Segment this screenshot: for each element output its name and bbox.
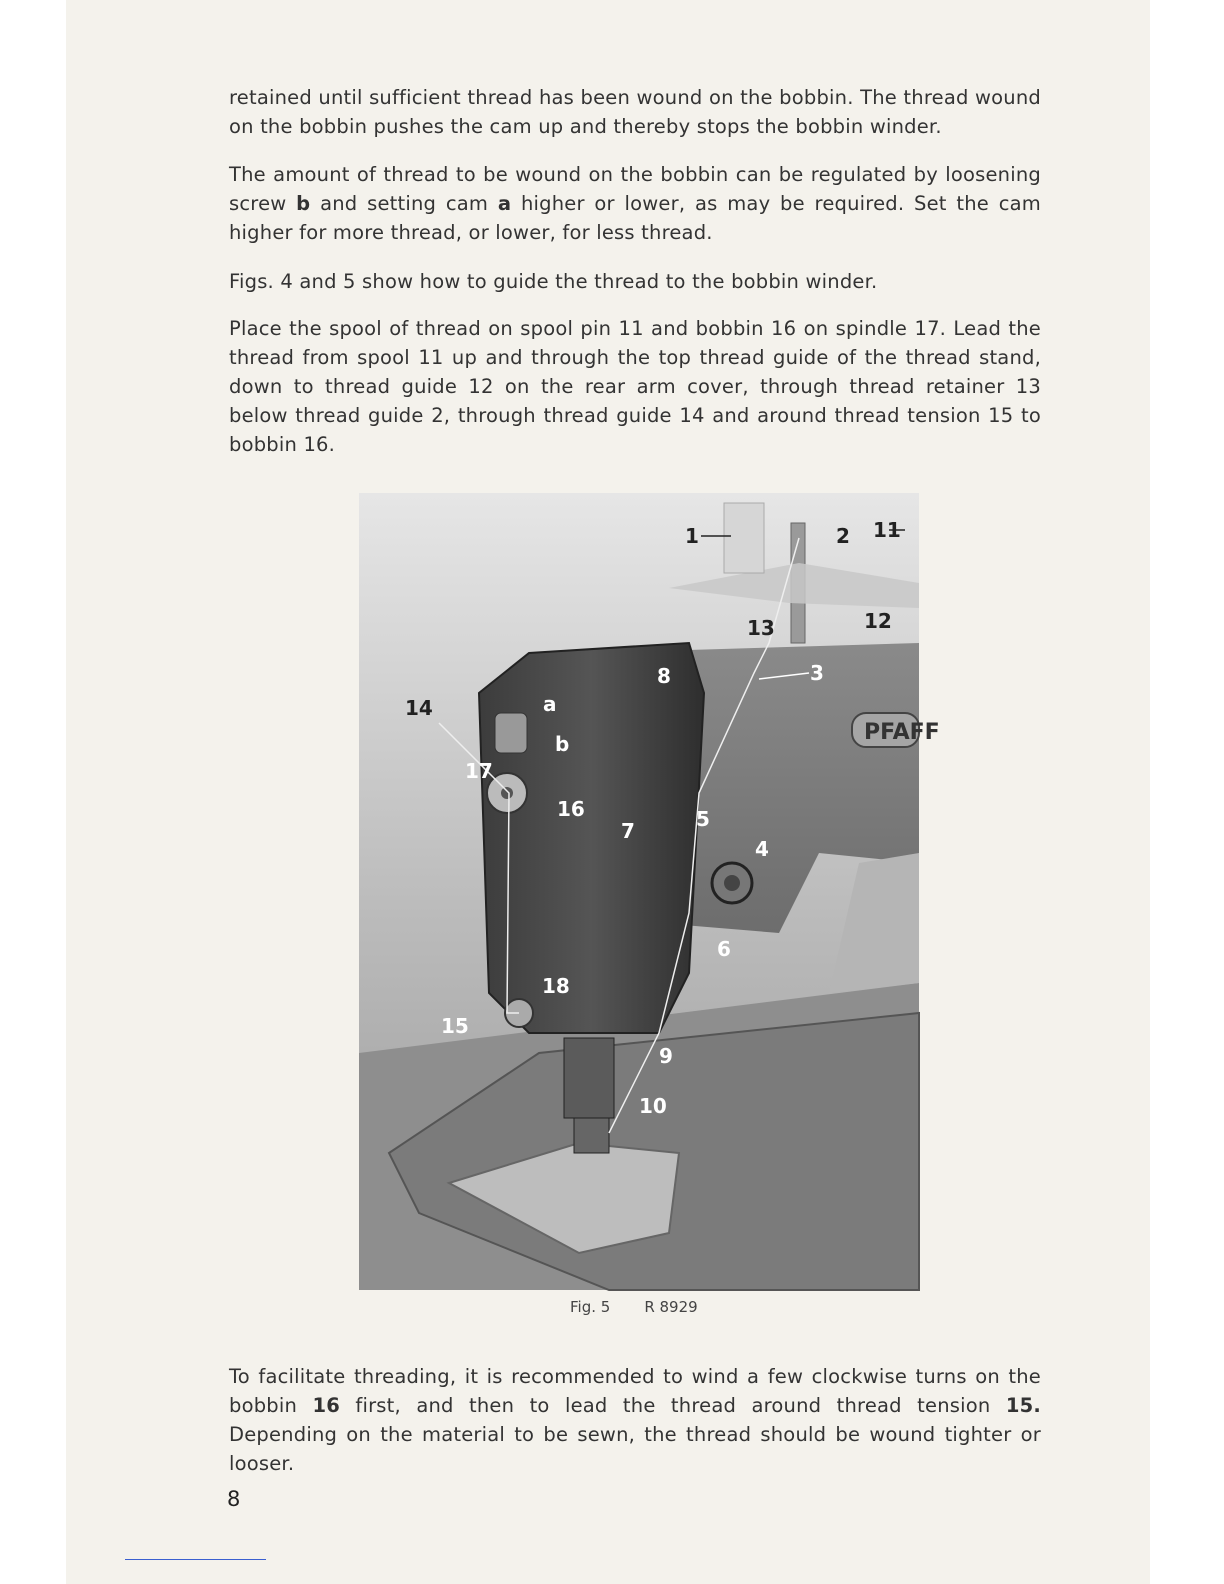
footer-rule — [125, 1559, 266, 1560]
label-18: 18 — [542, 974, 570, 998]
label-15: 15 — [441, 1014, 469, 1038]
sewing-machine-illustration — [359, 493, 940, 1290]
paragraph-1-text: retained until sufficient thread has been wound on the bobbin. The thread wound on the bobbin pushes the cam up and thereby stops the bobbin winder. — [229, 86, 1041, 138]
cam-a-ref: a — [497, 192, 512, 215]
label-1: 1 — [685, 524, 699, 548]
figure-5-photo — [359, 493, 940, 1290]
label-11: 11 — [873, 518, 901, 542]
figure-caption-label: Fig. 5 — [570, 1298, 611, 1316]
label-17: 17 — [465, 759, 493, 783]
bobbin-16-ref: 16 — [312, 1394, 340, 1417]
paragraph-3 — [229, 267, 1041, 296]
paragraph-2 — [229, 160, 1041, 247]
label-9: 9 — [659, 1044, 673, 1068]
label-10: 10 — [639, 1094, 667, 1118]
label-12: 12 — [864, 609, 892, 633]
label-14: 14 — [405, 696, 433, 720]
label-b: b — [555, 732, 570, 756]
brand-badge: PFAFF — [864, 720, 940, 745]
paragraph-3-text: Figs. 4 and 5 show how to guide the thread to the bobbin winder. — [229, 270, 878, 293]
paragraph-2-text: The amount of thread to be wound on the bobbin can be regulated by loosening screw b and setting cam a higher or lower, as may be required. Set the cam higher for more thread, or lower, for less thread. — [229, 163, 1041, 244]
label-4: 4 — [755, 837, 769, 861]
label-16: 16 — [557, 797, 585, 821]
label-2: 2 — [836, 524, 850, 548]
label-7: 7 — [621, 819, 635, 843]
label-13: 13 — [747, 616, 775, 640]
paragraph-5 — [229, 1362, 1041, 1478]
figure-code: R 8929 — [644, 1298, 698, 1316]
paragraph-4 — [229, 314, 1041, 459]
label-8: 8 — [657, 664, 671, 688]
page-number: 8 — [227, 1487, 241, 1511]
paragraph-1 — [229, 83, 1041, 141]
label-5: 5 — [696, 807, 710, 831]
label-3: 3 — [810, 661, 824, 685]
paragraph-5-text: To facilitate threading, it is recommended to wind a few clockwise turns on the bobbin 16 first, and then to lead the thread around thread tension 15. Depending on the material to be sewn, the thread should be wound tighter or looser. — [229, 1365, 1041, 1475]
label-a: a — [543, 692, 557, 716]
paragraph-4-text: Place the spool of thread on spool pin 11 and bobbin 16 on spindle 17. Lead the thread from spool 11 up and through the top thread guide of the thread stand, down to thread guide 12 on the rear arm cover, through thread retainer 13 below thread guide 2, through thread guide 14 and around thread tension 15 to bobbin 16. — [229, 317, 1041, 456]
figure-caption — [570, 1298, 732, 1316]
screw-b-ref: b — [296, 192, 311, 215]
tension-15-ref: 15. — [1005, 1394, 1041, 1417]
label-6: 6 — [717, 937, 731, 961]
